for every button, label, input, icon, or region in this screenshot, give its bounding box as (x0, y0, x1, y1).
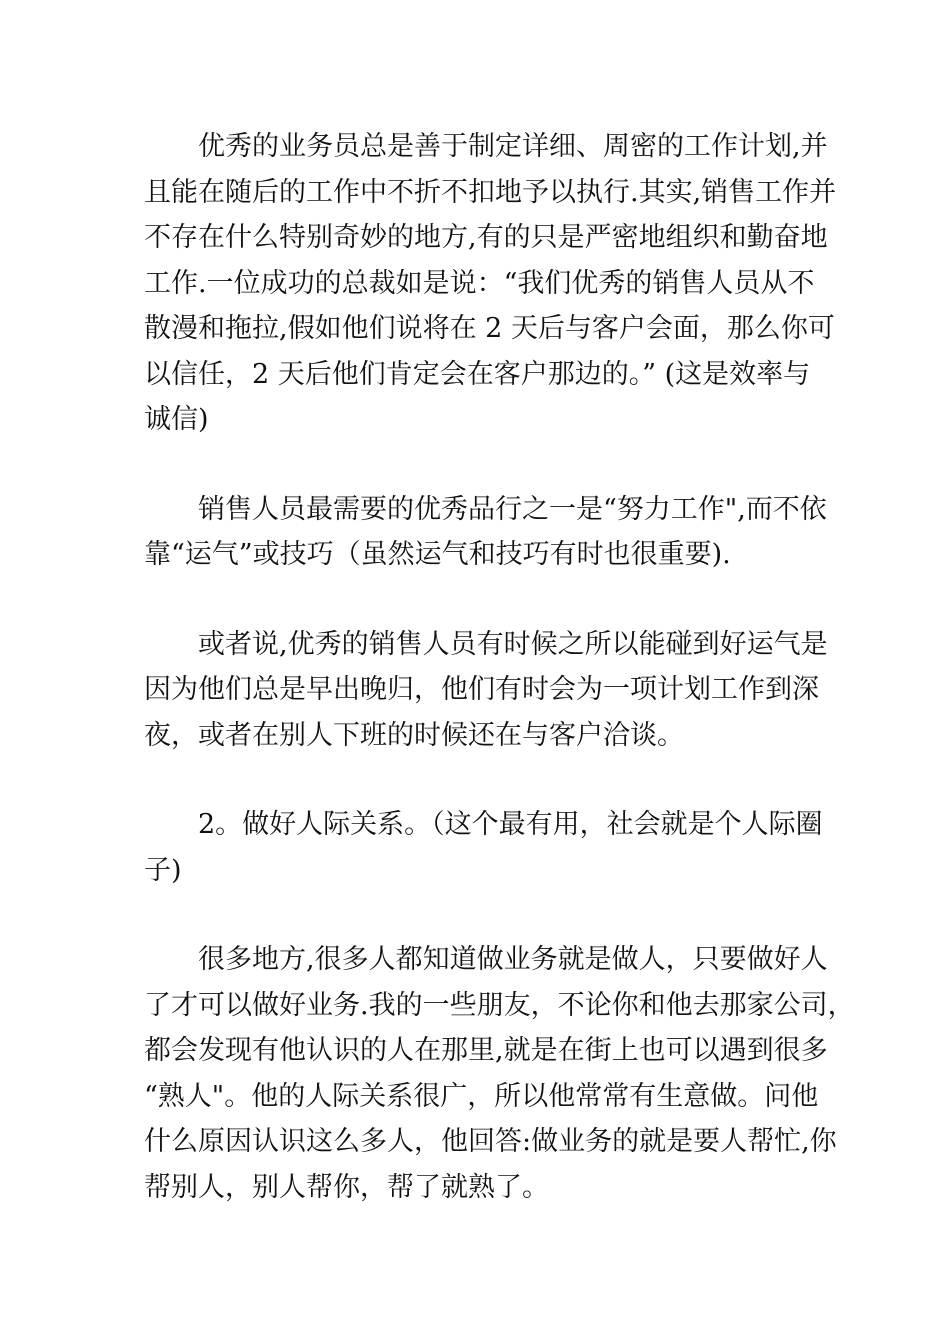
text-line: 帮别人，别人帮你，帮了就熟了。 (144, 1171, 549, 1203)
text-line: 且能在随后的工作中不折不扣地予以执行.其实,销售工作并 (144, 176, 837, 208)
paragraph-2 (144, 487, 827, 578)
text-line: 都会发现有他认识的人在那里,就是在街上也可以遇到很多 (144, 1035, 828, 1066)
text-line: 子) (144, 854, 182, 886)
text-line: 或者说,优秀的销售人员有时候之所以能碰到好运气是 (198, 628, 828, 660)
text-line: 销售人员最需要的优秀品行之一是“努力工作",而不依 (198, 493, 827, 525)
text-line: 以信任，2 天后他们肯定会在客户那边的。” (这是效率与 (144, 358, 811, 390)
text-line: 很多地方,很多人都知道做业务就是做人，只要做好人 (198, 944, 828, 975)
paragraph-4 (144, 802, 823, 893)
text-line: 因为他们总是早出晚归，他们有时会为一项计划工作到深 (144, 674, 819, 705)
paragraph-1 (144, 124, 837, 443)
text-line: “熟人"。他的人际关系很广，所以他常常有生意做。问他 (144, 1080, 819, 1112)
document-body (144, 124, 855, 1210)
text-line: 优秀的业务员总是善于制定详细、周密的工作计划,并 (198, 131, 828, 162)
text-line: 什么原因认识这么多人，他回答:做业务的就是要人帮忙,你 (144, 1126, 837, 1157)
text-line: 夜，或者在别人下班的时候还在与客户洽谈。 (144, 719, 684, 751)
paragraph-3 (144, 622, 828, 759)
text-line: 诚信) (144, 404, 209, 435)
text-line: 散漫和拖拉,假如他们说将在 2 天后与客户会面，那么你可 (144, 313, 835, 344)
text-line: 不存在什么特别奇妙的地方,有的只是严密地组织和勤奋地 (144, 222, 828, 253)
text-line: 2。做好人际关系。（这个最有用，社会就是个人际圈 (198, 809, 823, 840)
text-line: 工作.一位成功的总裁如是说：“我们优秀的销售人员从不 (144, 267, 815, 299)
paragraph-5 (144, 937, 855, 1210)
text-line: 靠“运气”或技巧（虽然运气和技巧有时也很重要). (144, 539, 731, 570)
text-line: 了才可以做好业务.我的一些朋友，不论你和他去那家公司， (144, 989, 855, 1021)
